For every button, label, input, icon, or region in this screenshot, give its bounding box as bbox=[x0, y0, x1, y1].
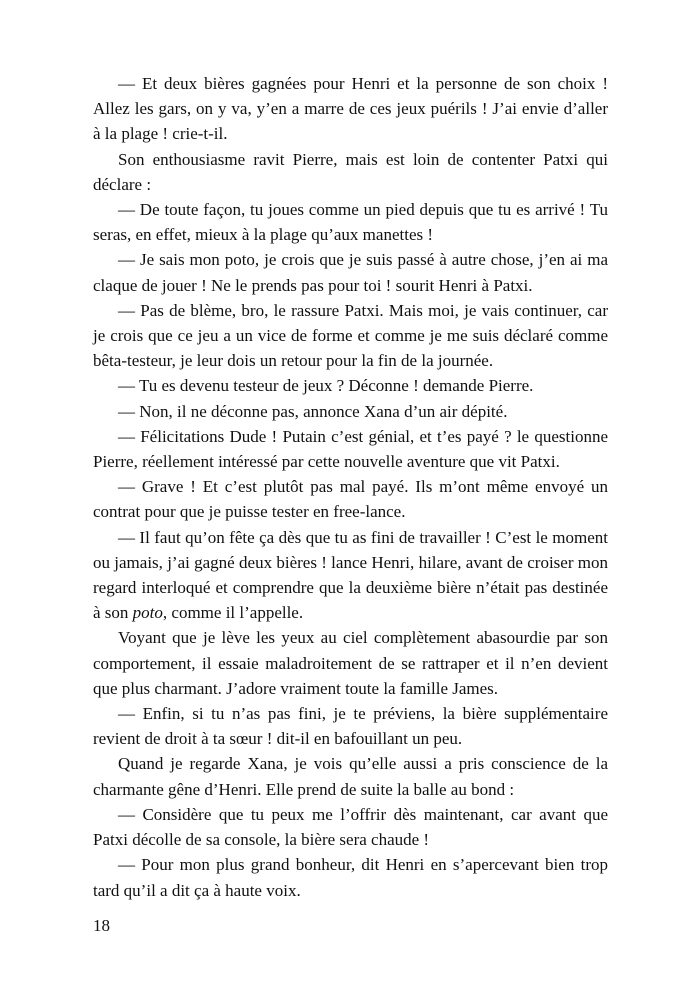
page-number: 18 bbox=[93, 916, 110, 935]
paragraph: — Et deux bières gagnées pour Henri et la personne de son choix ! Allez les gars, on y va, y’en a marre de ces jeux puérils ! J’ai envie d’aller à la plage ! crie-t-il. bbox=[93, 74, 608, 144]
paragraph: — Je sais mon poto, je crois que je suis passé à autre chose, j’en ai ma claque de jouer ! Ne le prends pas pour toi ! sourit Henri à Patxi. bbox=[93, 250, 608, 295]
paragraph: — Tu es devenu testeur de jeux ? Déconne ! demande Pierre. bbox=[118, 376, 534, 396]
paragraph: — Pas de blème, bro, le rassure Patxi. Mais moi, je vais continuer, car je crois que ce jeu a un vice de forme et comme je me suis déclaré comme bêta-testeur, je leur dois un retour pour la fin de la journée. bbox=[93, 300, 608, 371]
paragraph: — Pour mon plus grand bonheur, dit Henri en s’apercevant bien trop tard qu’il a dit ça à haute voix. bbox=[93, 855, 608, 900]
paragraph: — Considère que tu peux me l’offrir dès maintenant, car avant que Patxi décolle de sa console, la bière sera chaude ! bbox=[93, 804, 608, 850]
paragraph-part: — Il faut qu’on fête ça dès que tu as fini de travailler ! C’est le moment ou jamais, j’ai gagné deux bières ! lance Henri, hilare, avant de croiser mon regard interloqué et comprendre que la deuxième bière n’était pas destinée à son bbox=[93, 527, 608, 623]
paragraph: Son enthousiasme ravit Pierre, mais est loin de contenter Patxi qui déclare : bbox=[93, 149, 608, 194]
paragraph: Quand je regarde Xana, je vois qu’elle aussi a pris conscience de la charmante gêne d’Henri. Elle prend de suite la balle au bond : bbox=[93, 754, 608, 799]
paragraph-with-emphasis bbox=[93, 525, 608, 626]
paragraph: — Félicitations Dude ! Putain c’est génial, et t’es payé ? le questionne Pierre, réellement intéressé par cette nouvelle aventure que vit Patxi. bbox=[93, 426, 608, 472]
paragraph: — De toute façon, tu joues comme un pied depuis que tu es arrivé ! Tu seras, en effet, mieux à la plage qu’aux manettes ! bbox=[93, 200, 608, 245]
paragraph-part: , comme il l’appelle. bbox=[162, 603, 304, 623]
emphasis-word: poto bbox=[132, 603, 163, 623]
paragraph: Voyant que je lève les yeux au ciel complètement abasourdie par son comportement, il essaie maladroitement de se rattraper et il n’en devient que plus charmant. J’adore vraiment toute la famille James. bbox=[93, 628, 608, 698]
paragraph: — Non, il ne déconne pas, annonce Xana d’un air dépité. bbox=[118, 401, 508, 421]
body-text bbox=[93, 71, 608, 903]
paragraph: — Grave ! Et c’est plutôt pas mal payé. Ils m’ont même envoyé un contrat pour que je puisse tester en free-lance. bbox=[93, 477, 608, 522]
paragraph: — Enfin, si tu n’as pas fini, je te préviens, la bière supplémentaire revient de droit à ta sœur ! dit-il en bafouillant un peu. bbox=[93, 704, 608, 749]
